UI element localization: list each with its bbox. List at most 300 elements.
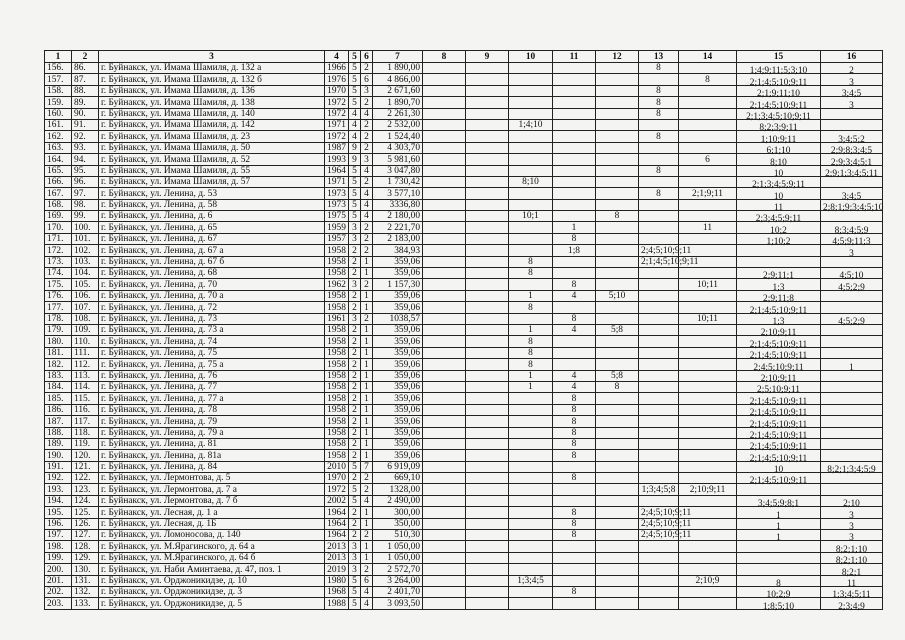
- table-row: [45, 461, 883, 472]
- cell-col-8: [423, 347, 466, 358]
- cell-item-number: 114.: [72, 381, 99, 392]
- cell-floors: 3: [349, 279, 361, 290]
- cell-build-year: 1971: [325, 119, 349, 130]
- cell-build-year: 1958: [325, 290, 349, 301]
- cell-build-year: 1968: [325, 586, 349, 597]
- cell-col-8: [423, 404, 466, 415]
- cell-item-number: 99.: [72, 211, 99, 222]
- cell-entrances: 2: [361, 530, 373, 541]
- cell-col-10: 1;4;10: [509, 119, 553, 130]
- cell-col-12: [596, 154, 639, 165]
- cell-row-number: 189.: [45, 438, 72, 449]
- cell-entrances: 1: [361, 290, 373, 301]
- cell-col-10: 1: [509, 290, 553, 301]
- cell-col-10: [509, 473, 553, 484]
- cell-text: 2;1;4;5;10;9;11: [749, 476, 808, 487]
- cell-col-12: 8: [596, 381, 639, 392]
- cell-entrances: 1: [361, 381, 373, 392]
- cell-col-9: [466, 416, 509, 427]
- table-row: [45, 74, 883, 85]
- cell-build-year: 1964: [325, 165, 349, 176]
- cell-col-9: [466, 108, 509, 119]
- cell-col-14: 2;10;9: [679, 575, 737, 586]
- cell-item-number: 110.: [72, 336, 99, 347]
- cell-area: 6 919,09: [373, 461, 423, 472]
- cell-build-year: 1958: [325, 347, 349, 358]
- cell-build-year: 1957: [325, 233, 349, 244]
- cell-floors: 5: [349, 63, 361, 74]
- cell-col-8: [423, 85, 466, 96]
- cell-col-14: [679, 108, 737, 119]
- cell-text: 3: [849, 100, 854, 111]
- cell-entrances: 2: [361, 564, 373, 575]
- cell-col-11: 4: [553, 370, 596, 381]
- cell-col-12: [596, 507, 639, 518]
- cell-col-9: [466, 541, 509, 552]
- cell-col-10: 1: [509, 324, 553, 335]
- cell-col-9: [466, 393, 509, 404]
- cell-col-11: [553, 199, 596, 210]
- cell-row-number: 168.: [45, 199, 72, 210]
- cell-col-16: [821, 63, 883, 77]
- cell-item-number: 127.: [72, 530, 99, 541]
- cell-col-14: [679, 541, 737, 552]
- cell-col-11: 8: [553, 438, 596, 449]
- cell-floors: 2: [349, 370, 361, 381]
- cell-entrances: 4: [361, 108, 373, 119]
- cell-row-number: 186.: [45, 404, 72, 415]
- cell-row-number: 187.: [45, 416, 72, 427]
- cell-entrances: 1: [361, 427, 373, 438]
- cell-col-8: [423, 473, 466, 484]
- cell-item-number: 124.: [72, 495, 99, 506]
- cell-col-14: [679, 268, 737, 279]
- cell-col-16: [821, 313, 883, 327]
- cell-row-number: 163.: [45, 142, 72, 153]
- cell-build-year: 1970: [325, 473, 349, 484]
- cell-col-15: [737, 484, 821, 495]
- cell-col-10: [509, 564, 553, 575]
- cell-col-11: [553, 131, 596, 142]
- cell-floors: 5: [349, 188, 361, 199]
- cell-text: 3: [849, 248, 854, 259]
- cell-col-15: [737, 575, 821, 589]
- cell-text: 11: [773, 203, 784, 214]
- table-row: [45, 381, 883, 392]
- cell-row-number: 164.: [45, 154, 72, 165]
- cell-col-15: [737, 222, 821, 236]
- cell-build-year: 1961: [325, 313, 349, 324]
- cell-col-11: 4: [553, 324, 596, 335]
- cell-item-number: 132.: [72, 586, 99, 597]
- cell-col-13: [639, 575, 679, 586]
- cell-build-year: 1958: [325, 256, 349, 267]
- cell-col-15: [737, 427, 821, 441]
- cell-area: 1038,57: [373, 313, 423, 324]
- cell-col-11: [553, 154, 596, 165]
- cell-text: 1: [776, 522, 781, 533]
- cell-col-13: [639, 324, 679, 335]
- cell-row-number: 180.: [45, 336, 72, 347]
- cell-col-15: [737, 245, 821, 256]
- cell-col-8: [423, 131, 466, 142]
- cell-text: 8;2;1: [841, 567, 862, 578]
- cell-col-13: 2;4;5;10;9;11: [639, 518, 679, 529]
- cell-item-number: 89.: [72, 97, 99, 108]
- cell-entrances: 1: [361, 268, 373, 279]
- cell-col-10: [509, 461, 553, 472]
- cell-text: 1;3: [772, 316, 785, 327]
- table-row: [45, 347, 883, 358]
- cell-col-15: [737, 268, 821, 282]
- cell-col-14: 6: [679, 154, 737, 165]
- cell-col-9: [466, 404, 509, 415]
- cell-text: 10;2: [770, 225, 787, 236]
- cell-area: 359,06: [373, 336, 423, 347]
- cell-col-16: [821, 552, 883, 567]
- cell-text: 2;10;9;11: [760, 373, 797, 384]
- cell-address: г. Буйнакск, ул. Ленина, д. 81: [99, 438, 325, 449]
- cell-col-16: [821, 290, 883, 301]
- cell-row-number: 201.: [45, 575, 72, 586]
- cell-col-9: [466, 176, 509, 187]
- cell-col-8: [423, 336, 466, 347]
- cell-floors: 4: [349, 119, 361, 130]
- cell-item-number: 116.: [72, 404, 99, 415]
- cell-floors: 2: [349, 507, 361, 518]
- cell-address: г. Буйнакск, ул. Ленина, д. 70: [99, 279, 325, 290]
- cell-col-15: [737, 74, 821, 88]
- cell-row-number: 196.: [45, 518, 72, 529]
- cell-col-12: [596, 313, 639, 324]
- cell-col-12: [596, 302, 639, 313]
- cell-col-13: 2;4;5;10;9;11: [639, 245, 679, 256]
- cell-row-number: 195.: [45, 507, 72, 518]
- cell-col-15: [737, 507, 821, 521]
- cell-col-14: [679, 290, 737, 301]
- cell-build-year: 1958: [325, 268, 349, 279]
- cell-build-year: 1970: [325, 85, 349, 96]
- cell-address: г. Буйнакск, ул. Лермонтова, д. 7 а: [99, 484, 325, 495]
- cell-area: 2 490,00: [373, 495, 423, 506]
- cell-col-8: [423, 97, 466, 108]
- cell-col-15: [737, 165, 821, 179]
- cell-address: г. Буйнакск, ул. Ленина, д. 77: [99, 381, 325, 392]
- cell-area: 2 221,70: [373, 222, 423, 233]
- cell-text: 1;10;2: [766, 237, 791, 248]
- cell-address: г. Буйнакск, ул. Ленина, д. 70 а: [99, 290, 325, 301]
- table-row: [45, 154, 883, 165]
- cell-address: г. Буйнакск, ул. М.Ярагинского, д. 64 б: [99, 552, 325, 563]
- cell-build-year: 1971: [325, 176, 349, 187]
- cell-address: г. Буйнакск, ул. Ленина, д. 74: [99, 336, 325, 347]
- cell-col-14: [679, 165, 737, 176]
- cell-entrances: 1: [361, 370, 373, 381]
- cell-col-11: [553, 108, 596, 119]
- cell-col-8: [423, 222, 466, 233]
- cell-col-9: [466, 336, 509, 347]
- cell-entrances: 2: [361, 313, 373, 324]
- cell-build-year: 1975: [325, 211, 349, 222]
- cell-col-15: [737, 63, 821, 77]
- cell-area: 2 180,00: [373, 211, 423, 222]
- cell-col-9: [466, 347, 509, 358]
- cell-text: 8;2;1;10: [835, 544, 868, 555]
- table-row: [45, 404, 883, 415]
- cell-col-8: [423, 63, 466, 74]
- cell-col-15: [737, 450, 821, 464]
- cell-text: 2;3;4;9: [838, 601, 865, 612]
- cell-area: 3 047,80: [373, 165, 423, 176]
- cell-text: 2;1;4;5;10;9;11: [749, 339, 808, 350]
- cell-col-15: [737, 518, 821, 533]
- cell-col-12: [596, 564, 639, 575]
- cell-col-13: 8: [639, 97, 679, 108]
- cell-col-15: [737, 416, 821, 430]
- cell-area: 359,06: [373, 302, 423, 313]
- cell-col-10: [509, 404, 553, 415]
- cell-col-8: [423, 74, 466, 85]
- cell-col-13: [639, 336, 679, 347]
- cell-text: 2;1;4;5;10;9;11: [749, 442, 808, 453]
- cell-entrances: 4: [361, 495, 373, 506]
- cell-col-13: 2;4;5;10;9;11: [639, 507, 679, 518]
- cell-row-number: 192.: [45, 473, 72, 484]
- cell-col-14: [679, 119, 737, 130]
- cell-col-14: [679, 370, 737, 381]
- cell-col-14: [679, 586, 737, 597]
- cell-address: г. Буйнакск, ул. Ленина, д. 76: [99, 370, 325, 381]
- cell-col-12: [596, 541, 639, 552]
- cell-item-number: 113.: [72, 370, 99, 381]
- cell-build-year: 1958: [325, 427, 349, 438]
- table-row: [45, 256, 883, 267]
- cell-col-12: 5;8: [596, 324, 639, 335]
- cell-col-13: 2;4;5;10;9;11: [639, 530, 679, 541]
- cell-col-9: [466, 370, 509, 381]
- cell-address: г. Буйнакск, ул. Лермонтова, д. 5: [99, 473, 325, 484]
- cell-col-14: [679, 564, 737, 575]
- cell-address: г. Буйнакск, ул. М.Ярагинского, д. 64 а: [99, 541, 325, 552]
- cell-col-16: [821, 541, 883, 555]
- cell-col-10: 8: [509, 302, 553, 313]
- cell-col-11: 1: [553, 222, 596, 233]
- cell-col-11: [553, 347, 596, 358]
- cell-floors: 5: [349, 165, 361, 176]
- cell-col-14: [679, 211, 737, 222]
- column-header-9: 9: [466, 51, 509, 63]
- cell-build-year: 2002: [325, 495, 349, 506]
- cell-col-11: 8: [553, 518, 596, 529]
- cell-col-9: [466, 381, 509, 392]
- cell-entrances: 1: [361, 336, 373, 347]
- cell-col-14: [679, 233, 737, 244]
- column-header-6: 6: [361, 51, 373, 63]
- cell-text: 8;2;1;10: [835, 556, 868, 567]
- table-row: [45, 165, 883, 176]
- cell-entrances: 4: [361, 165, 373, 176]
- cell-col-10: [509, 188, 553, 199]
- cell-item-number: 90.: [72, 108, 99, 119]
- cell-col-8: [423, 108, 466, 119]
- cell-item-number: 101.: [72, 233, 99, 244]
- cell-col-13: [639, 370, 679, 381]
- table-row: [45, 495, 883, 506]
- cell-col-12: [596, 188, 639, 199]
- cell-col-11: [553, 484, 596, 495]
- cell-item-number: 122.: [72, 473, 99, 484]
- cell-entrances: 1: [361, 450, 373, 461]
- cell-build-year: 1958: [325, 404, 349, 415]
- cell-col-16: [821, 586, 883, 601]
- cell-col-14: [679, 552, 737, 563]
- table-row: [45, 427, 883, 438]
- cell-entrances: 1: [361, 393, 373, 404]
- cell-col-15: [737, 598, 821, 612]
- cell-col-13: [639, 290, 679, 301]
- cell-row-number: 169.: [45, 211, 72, 222]
- cell-col-15: [737, 552, 821, 563]
- cell-col-13: [639, 461, 679, 472]
- cell-col-13: [639, 279, 679, 290]
- cell-col-12: [596, 495, 639, 506]
- cell-build-year: 1958: [325, 302, 349, 313]
- cell-col-14: [679, 63, 737, 74]
- cell-build-year: 1973: [325, 199, 349, 210]
- cell-area: 300,00: [373, 507, 423, 518]
- cell-area: 359,06: [373, 404, 423, 415]
- cell-area: 359,06: [373, 256, 423, 267]
- table-row: [45, 233, 883, 244]
- table-row: [45, 507, 883, 518]
- cell-col-14: 8: [679, 74, 737, 85]
- cell-col-16: [821, 302, 883, 313]
- cell-area: 1 890,00: [373, 63, 423, 74]
- table-row: [45, 518, 883, 529]
- cell-address: г. Буйнакск, ул. Имама Шамиля, д. 138: [99, 97, 325, 108]
- cell-address: г. Буйнакск, ул. Имама Шамиля, д. 132 б: [99, 74, 325, 85]
- cell-col-16: [821, 381, 883, 392]
- column-header-5: 5: [349, 51, 361, 63]
- cell-address: г. Буйнакск, ул. Имама Шамиля, д. 57: [99, 176, 325, 187]
- cell-address: г. Буйнакск, ул. Ленина, д. 73: [99, 313, 325, 324]
- cell-col-10: 8: [509, 347, 553, 358]
- cell-item-number: 100.: [72, 222, 99, 233]
- cell-text: 2;1;3;4;5;9;11: [752, 180, 805, 191]
- cell-address: г. Буйнакск, ул. Ленина, д. 65: [99, 222, 325, 233]
- cell-item-number: 86.: [72, 63, 99, 74]
- cell-floors: 2: [349, 359, 361, 370]
- cell-entrances: 4: [361, 598, 373, 609]
- table-row: [45, 85, 883, 96]
- cell-col-16: [821, 233, 883, 248]
- cell-col-15: [737, 404, 821, 419]
- cell-col-16: [821, 473, 883, 484]
- cell-col-8: [423, 290, 466, 301]
- cell-build-year: 1972: [325, 97, 349, 108]
- cell-entrances: 4: [361, 199, 373, 210]
- cell-col-16: [821, 530, 883, 544]
- cell-col-14: [679, 404, 737, 415]
- cell-col-11: [553, 575, 596, 586]
- cell-floors: 5: [349, 586, 361, 597]
- cell-row-number: 179.: [45, 324, 72, 335]
- cell-area: 359,06: [373, 450, 423, 461]
- cell-address: г. Буйнакск, ул. Имама Шамиля, д. 142: [99, 119, 325, 130]
- cell-build-year: 1964: [325, 530, 349, 541]
- cell-area: 2 183,00: [373, 233, 423, 244]
- cell-address: г. Буйнакск, ул. Ленина, д. 79: [99, 416, 325, 427]
- cell-col-9: [466, 211, 509, 222]
- cell-col-16: [821, 165, 883, 179]
- table-row: [45, 336, 883, 347]
- cell-col-11: 8: [553, 313, 596, 324]
- cell-col-15: [737, 359, 821, 373]
- cell-col-11: [553, 564, 596, 575]
- cell-col-16: [821, 176, 883, 187]
- cell-col-12: 5;8: [596, 370, 639, 381]
- cell-area: 1 050,00: [373, 541, 423, 552]
- cell-col-10: [509, 586, 553, 597]
- cell-row-number: 174.: [45, 268, 72, 279]
- cell-text: 3;4;5;2: [838, 134, 865, 145]
- table-row: [45, 450, 883, 461]
- cell-row-number: 165.: [45, 165, 72, 176]
- cell-area: 359,06: [373, 370, 423, 381]
- cell-col-11: 8: [553, 416, 596, 427]
- cell-build-year: 2019: [325, 564, 349, 575]
- cell-entrances: 3: [361, 154, 373, 165]
- cell-area: 384,93: [373, 245, 423, 256]
- cell-floors: 5: [349, 461, 361, 472]
- cell-item-number: 125.: [72, 507, 99, 518]
- cell-col-9: [466, 154, 509, 165]
- cell-col-14: 11: [679, 222, 737, 233]
- cell-item-number: 109.: [72, 324, 99, 335]
- cell-col-12: [596, 530, 639, 541]
- cell-col-9: [466, 359, 509, 370]
- cell-col-11: 8: [553, 450, 596, 461]
- cell-area: 359,06: [373, 268, 423, 279]
- cell-text: 4;5;9;11;3: [832, 237, 871, 248]
- cell-area: 359,06: [373, 324, 423, 335]
- table-row: [45, 484, 883, 495]
- cell-col-11: [553, 302, 596, 313]
- cell-floors: 4: [349, 108, 361, 119]
- cell-address: г. Буйнакск, ул. Ленина, д. 77 а: [99, 393, 325, 404]
- cell-col-8: [423, 142, 466, 153]
- cell-col-14: [679, 598, 737, 609]
- cell-col-8: [423, 233, 466, 244]
- cell-col-14: [679, 176, 737, 187]
- cell-row-number: 193.: [45, 484, 72, 495]
- cell-text: 10;2;9: [766, 590, 791, 601]
- cell-floors: 2: [349, 438, 361, 449]
- cell-col-10: [509, 598, 553, 609]
- cell-col-13: [639, 359, 679, 370]
- cell-col-13: 1;3;4;5;8: [639, 484, 679, 495]
- cell-col-9: [466, 530, 509, 541]
- cell-item-number: 91.: [72, 119, 99, 130]
- cell-address: г. Буйнакск, ул. Имама Шамиля, д. 132 а: [99, 63, 325, 74]
- cell-text: 1;4;9;11;5;3;10: [749, 66, 808, 77]
- cell-col-10: [509, 416, 553, 427]
- cell-col-12: [596, 131, 639, 142]
- cell-col-8: [423, 176, 466, 187]
- cell-col-10: [509, 154, 553, 165]
- cell-text: 2;9;11;1: [763, 271, 794, 282]
- cell-col-9: [466, 518, 509, 529]
